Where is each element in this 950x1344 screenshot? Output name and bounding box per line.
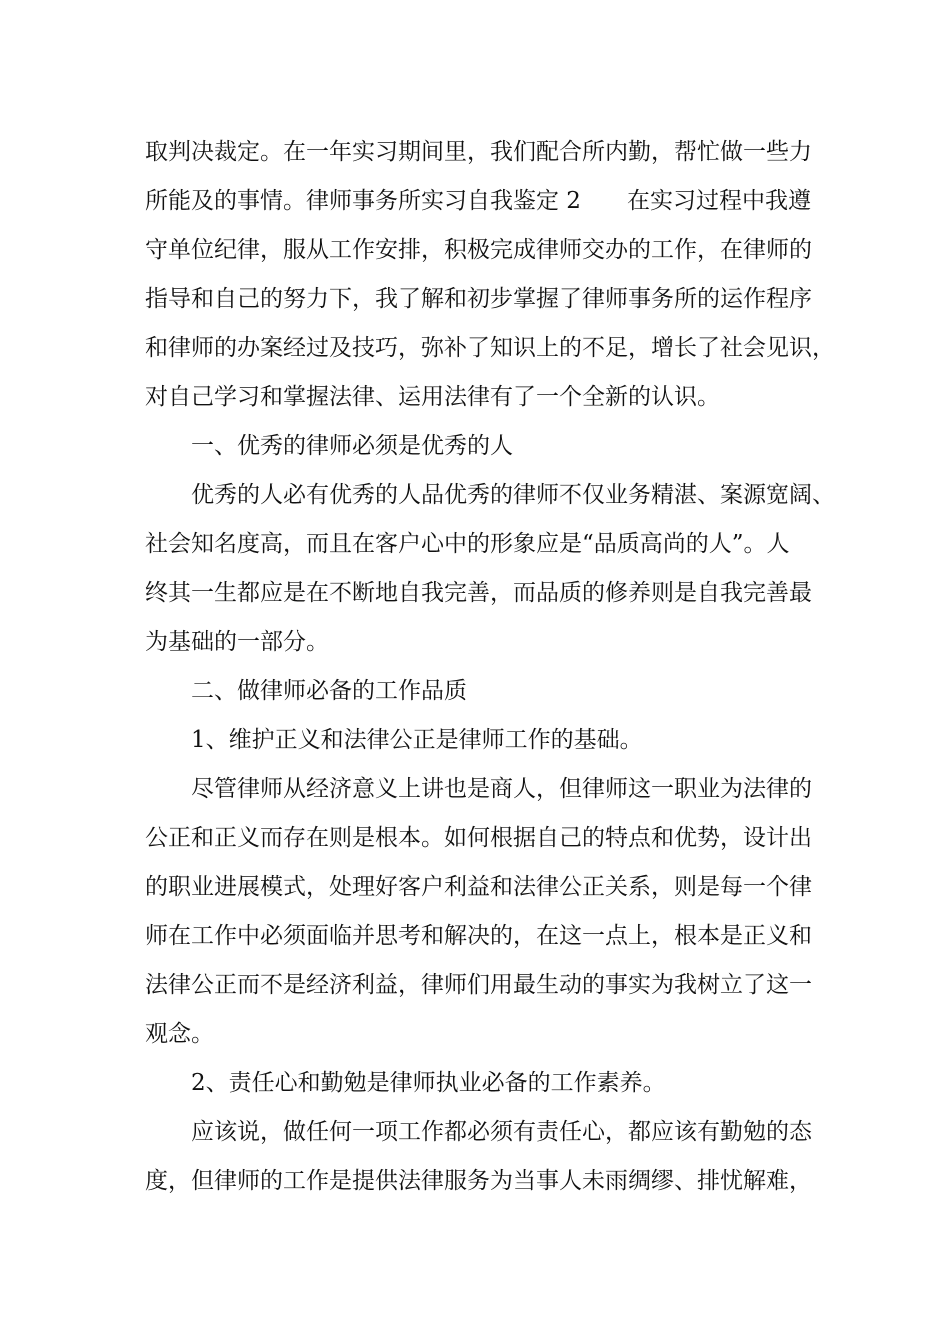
text-line: 法律公正而不是经济利益，律师们用最生动的事实为我树立了这一 <box>145 972 812 998</box>
text-line: 终其一生都应是在不断地自我完善，而品质的修养则是自我完善最 <box>145 580 812 606</box>
text-line: 公正和正义而存在则是根本。如何根据自己的特点和优势，设计出 <box>145 825 812 851</box>
text-line: 尽管律师从经济意义上讲也是商人，但律师这一职业为法律的 <box>191 776 812 802</box>
paragraph-start: 在实习过程中我遵 <box>626 188 811 214</box>
text-line: 优秀的人必有优秀的人品优秀的律师不仅业务精湛、案源宽阔、 <box>191 482 835 508</box>
text-line: 为基础的一部分。 <box>145 629 329 655</box>
text-line: 社会知名度高，而且在客户心中的形象应是“品质高尚的人”。人 <box>145 531 790 557</box>
heading-1: 一、优秀的律师必须是优秀的人 <box>191 433 513 459</box>
document-body <box>145 128 835 1206</box>
text-line: 的职业进展模式，处理好客户利益和法律公正关系，则是每一个律 <box>145 874 812 900</box>
text-line: 观念。 <box>145 1021 214 1047</box>
text-line: 对自己学习和掌握法律、运用法律有了一个全新的认识。 <box>145 384 720 410</box>
text-line: 应该说，做任何一项工作都必须有责任心，都应该有勤勉的态 <box>191 1119 812 1145</box>
text-line-with-heading <box>145 177 835 226</box>
text-line: 守单位纪律，服从工作安排，积极完成律师交办的工作，在律师的 <box>145 237 812 263</box>
text-line: 度，但律师的工作是提供法律服务为当事人未雨绸缪、排忧解难， <box>145 1168 812 1194</box>
text-line: 指导和自己的努力下，我了解和初步掌握了律师事务所的运作程序 <box>145 286 812 312</box>
subheading-2: 2、责任心和勤勉是律师执业必备的工作素养。 <box>191 1070 666 1096</box>
text-line: 和律师的办案经过及技巧，弥补了知识上的不足，增长了社会见识， <box>145 335 835 361</box>
heading-2: 二、做律师必备的工作品质 <box>191 678 467 704</box>
section-title: 所能及的事情。律师事务所实习自我鉴定 2 <box>145 188 581 214</box>
text-line: 师在工作中必须面临并思考和解决的，在这一点上，根本是正义和 <box>145 923 812 949</box>
text-line: 取判决裁定。在一年实习期间里，我们配合所内勤，帮忙做一些力 <box>145 139 812 165</box>
subheading-1: 1、维护正义和法律公正是律师工作的基础。 <box>191 727 643 753</box>
